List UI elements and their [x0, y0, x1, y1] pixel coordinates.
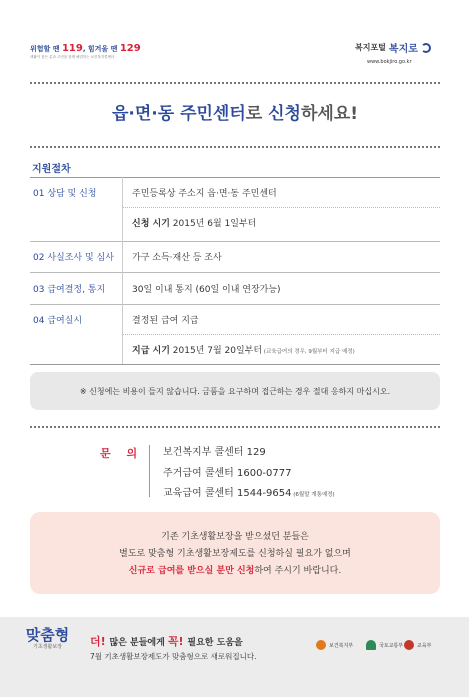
step-detail-date: 신청 시기 2015년 6월 1일부터 [132, 219, 257, 229]
inquiry-line: 교육급여 콜센터 1544-9654 (6월말 개통예정) [163, 488, 335, 499]
step-name: 03 급여결정, 통지 [33, 285, 106, 295]
step-name: 02 사실조사 및 심사 [33, 253, 114, 263]
customized-welfare-logo: 맞춤형 기초생활보장 [25, 626, 70, 650]
step-detail: 주민등록상 주소지 읍·면·동 주민센터 [132, 189, 277, 199]
step-name: 04 급여실시 [33, 316, 83, 326]
step-detail-date: 지급 시기 2015년 7월 20일부터 (교육급여의 경우, 9월부터 지급 예정) [132, 346, 355, 356]
row-divider [30, 272, 440, 273]
dotted-divider [30, 426, 440, 428]
agency-molit: 국토교통부 [366, 640, 403, 650]
moe-emblem-icon [404, 640, 414, 650]
hotline-banner [30, 44, 150, 60]
footer-tagline: 더! 많은 분들에게 꼭! 필요한 도움을 [90, 635, 243, 648]
bokjiro-portal-logo: 복지포털 복지로 www.bokjiro.go.kr [355, 40, 445, 65]
table-top-rule [30, 177, 440, 178]
portal-swoosh-icon [421, 43, 431, 53]
mohw-emblem-icon [316, 640, 326, 650]
row-divider [30, 304, 440, 305]
step-name: 01 상담 및 신청 [33, 189, 97, 199]
row-divider [30, 241, 440, 242]
fee-notice: ※ 신청에는 비용이 들지 않습니다. 금품을 요구하며 접근하는 경우 절대 응하지 마십시오. [30, 372, 440, 410]
procedure-section-label: 지원절차 [32, 164, 71, 175]
notice-line: 별도로 맞춤형 기초생활보장제도를 신청하실 필요가 없으며 [119, 549, 351, 559]
notice-line: 신규로 급여를 받으실 분만 신청하여 주시기 바랍니다. [128, 566, 342, 576]
inquiry-divider [149, 445, 150, 497]
table-bottom-rule [30, 364, 440, 365]
molit-emblem-icon [366, 640, 376, 650]
step-detail: 가구 소득·재산 등 조사 [132, 253, 222, 263]
agency-mohw: 보건복지부 [316, 640, 353, 650]
inquiry-label: 문 의 [100, 447, 144, 460]
row-divider [122, 207, 440, 208]
column-separator [122, 177, 123, 364]
row-divider [122, 334, 440, 335]
page-title: 읍·면·동 주민센터로 신청하세요! [111, 104, 359, 124]
step-detail: 30일 이내 통지 (60일 이내 연장가능) [132, 285, 281, 295]
inquiry-line: 주거급여 콜센터 1600-0777 [163, 468, 292, 479]
agency-moe: 교육부 [404, 640, 432, 650]
hotline-subtext: 생활이 힘든 분과 고민을 함께 해결하는 보건복지콜센터 [30, 55, 115, 59]
inquiry-line: 보건복지부 콜센터 129 [163, 447, 266, 458]
notice-line: 기존 기초생활보장을 받으셨던 분들은 [161, 532, 309, 542]
portal-url: www.bokjiro.go.kr [367, 59, 412, 65]
hotline-text: 위험할 땐 119, 힘겨울 땐 129 [30, 43, 141, 54]
dotted-divider [30, 82, 440, 84]
step-detail: 결정된 급여 지급 [132, 316, 199, 326]
dotted-divider [30, 146, 440, 148]
footer-subline: 7월 기초생활보장제도가 맞춤형으로 새로워집니다. [90, 652, 257, 661]
